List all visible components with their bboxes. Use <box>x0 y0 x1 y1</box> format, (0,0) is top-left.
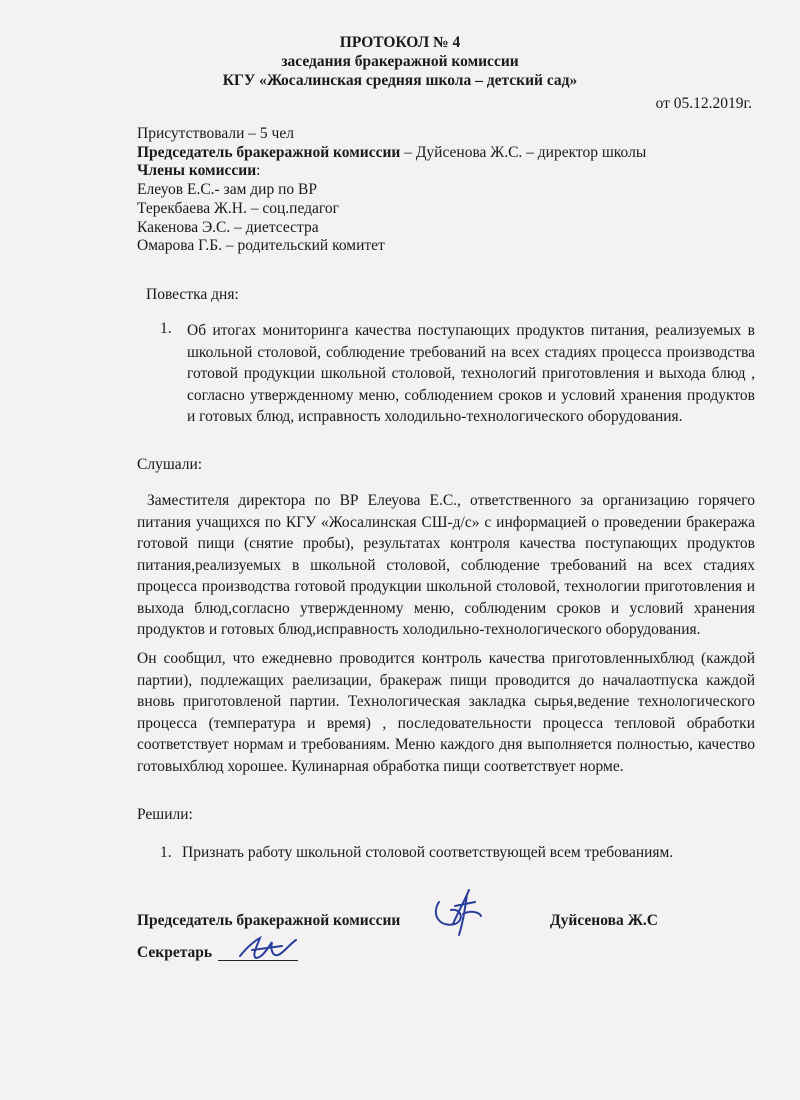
protocol-subtitle: заседания бракеражной комиссии <box>281 53 519 70</box>
chair-line <box>137 144 646 162</box>
decided-item-number: 1. <box>160 844 172 861</box>
chair-signature-mark <box>425 880 495 940</box>
decided-item: Признать работу школьной столовой соответствующей всем требованиям. <box>182 844 674 861</box>
chair-signature-label: Председатель бракеражной комиссии <box>137 912 401 929</box>
chair-label: Председатель бракеражной комиссии <box>137 144 401 161</box>
heard-title: Слушали: <box>137 456 203 473</box>
member-item: Елеуов Е.С.- зам дир по ВР <box>137 181 317 198</box>
protocol-title: ПРОТОКОЛ № 4 <box>339 34 461 51</box>
agenda-item-number: 1. <box>160 320 172 337</box>
secretary-signature-mark <box>234 928 304 968</box>
members-label: Члены комиссии <box>137 162 257 179</box>
agenda-title: Повестка дня: <box>146 286 239 303</box>
secretary-label: Секретарь <box>137 944 213 961</box>
decided-title: Решили: <box>137 806 193 823</box>
heard-paragraph-1: Заместителя директора по ВР Елеуова Е.С., ответственного за организацию горячего питания учащихся по КГУ «Жосалинская СШ-д/с» с информацией о проведении бракеража готовой пищи (снятие пробы), результатах контроля качества поступающих продуктов питания,реализуемых в школьной столовой, соблюдение требований на всех стадиях процесса производства готовой продукции школьной столовой, технологии приготовления и выхода блюд,согласно утвержденному меню, соблюденим сроков и условий хранения продуктов и готовых блюд,исправность холодильно-технологического оборудования. <box>137 492 755 638</box>
chair-name: Дуйсенова Ж.С <box>550 912 658 929</box>
member-item: Омарова Г.Б. – родительский комитет <box>137 237 385 254</box>
agenda-item: Об итогах мониторинга качества поступающих продуктов питания, реализуемых в школьной столовой, соблюдение требований на всех стадиях процесса производства готовой продукции школьной столовой, технологий приготовления и выхода блюд , согласно утвержденному меню, соблюдением сроков и условий хранения продуктов и готовых блюд, исправность холодильно-технологического оборудования. <box>187 322 755 425</box>
organization-name: КГУ «Жосалинская средняя школа – детский сад» <box>222 72 578 89</box>
member-item: Какенова Э.С. – диетсестра <box>137 219 319 236</box>
members-heading <box>137 162 260 180</box>
member-item: Терекбаева Ж.Н. – соц.педагог <box>137 200 339 217</box>
protocol-date: от 05.12.2019г. <box>655 95 752 112</box>
chair-value: – Дуйсенова Ж.С. – директор школы <box>400 144 647 161</box>
present-count: Присутствовали – 5 чел <box>137 125 294 142</box>
heard-paragraph-2: Он сообщил, что ежедневно проводится контроль качества приготовленныхблюд (каждой партии), подлежащих раелизации, бракераж пищи проводится до началаотпуска каждой вновь приготовленой партии. Технологическая закладка сырья,ведение технологического процесса (температура и время) , последовательности процесса тепловой обработки соответствует нормам и требованиям. Меню каждого дня выполняется полностью, качество готовыхблюд хорошее. Кулинарная обработка пищи соответствует норме. <box>137 650 755 775</box>
members-colon: : <box>256 162 261 179</box>
